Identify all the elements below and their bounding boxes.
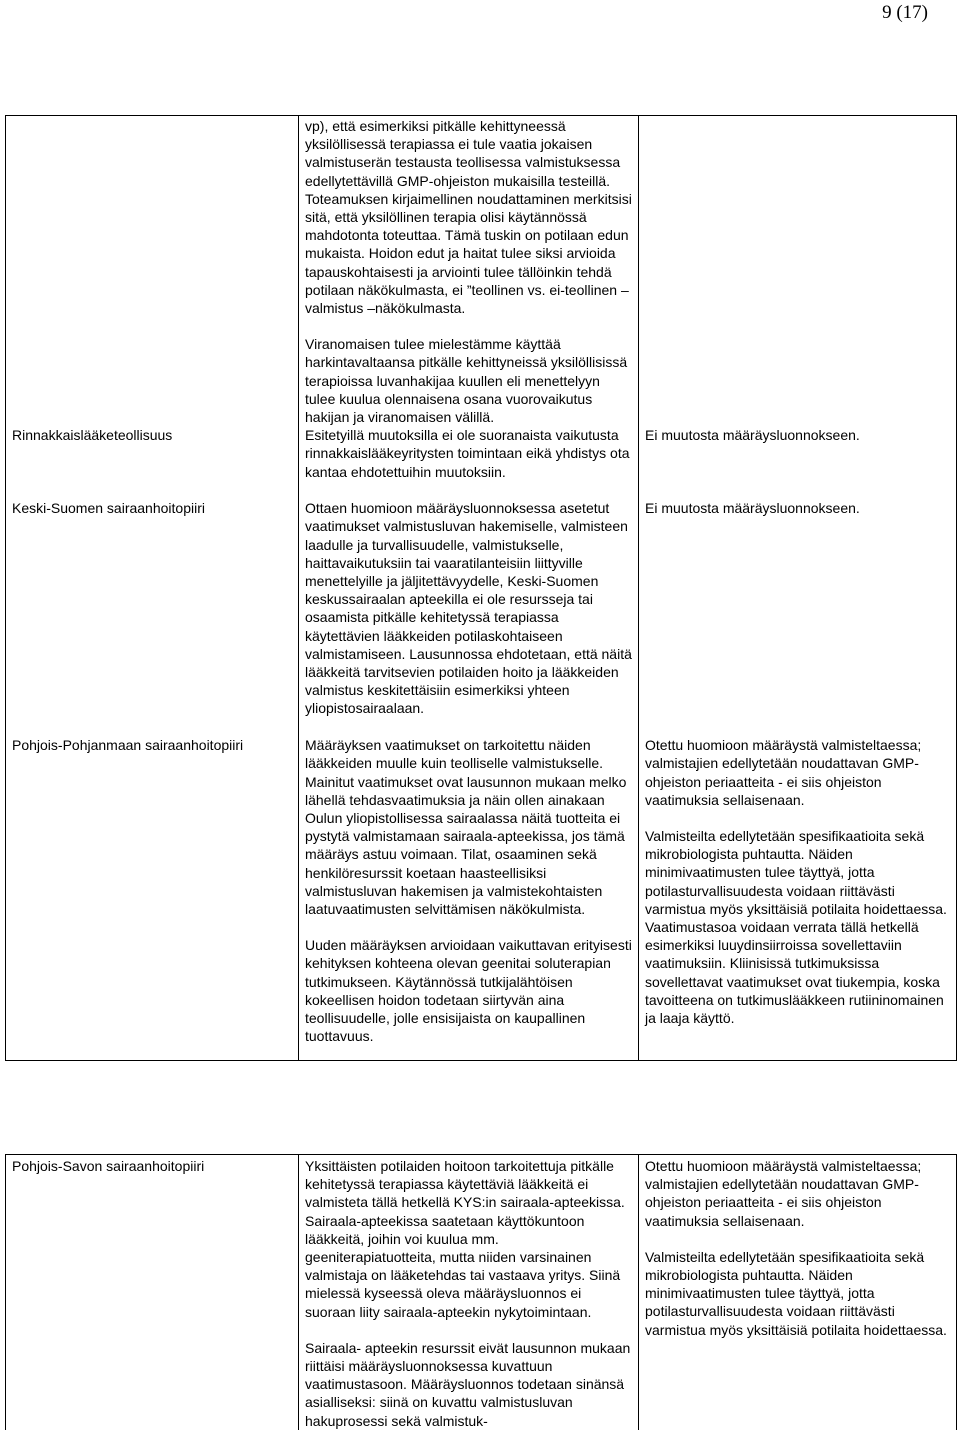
organisation-name: Pohjois-Savon sairaanhoitopiiri <box>12 1158 205 1174</box>
statement-paragraph: Uuden määräyksen arvioidaan vaikuttavan erityisesti kehityksen kohteena olevan geenitai soluterapian tutkimukseen. Käytännössä tutkijalähtöisen kokeellisen hoidon todetaan siirtyvän aina teollisuudelle, jolle ensisijaista on kaupallinen tuottavuus. <box>305 937 632 1045</box>
statement-cell <box>299 116 639 427</box>
statement-cell <box>299 736 639 1060</box>
response-cell <box>639 1155 957 1430</box>
statement-paragraph: Sairaala- apteekin resurssit eivät lausunnon mukaan riittäisi määräysluonnoksessa kuvattuun vaatimustasoon. Määräysluonnos todetaan sinänsä asialliseksi: siinä on kuvattu valmistusluvan hakuprosessi sekä valmistuk- <box>305 1339 631 1429</box>
organisation-name: Pohjois-Pohjanmaan sairaanhoitopiiri <box>12 737 244 754</box>
organisation-name: Rinnakkaislääketeollisuus <box>12 427 173 444</box>
response-paragraph: Valmisteilta edellytetään spesifikaatioita sekä mikrobiologista puhtautta. Näiden minimivaatimusten tulee täyttyä, jotta potilasturvallisuudesta voidaan riittävästi varmistua myös yksittäisiä potilaita hoidettaessa. <box>645 1248 947 1338</box>
response-paragraph: Ei muutosta määräysluonnokseen. <box>645 427 860 444</box>
response-cell <box>639 116 957 427</box>
response-paragraph: Otettu huomioon määräystä valmisteltaessa; valmistajien edellytetään noudattavan GMP-ohjeiston periaatteita - ei siis ohjeiston vaatimuksia sellaisenaan. <box>645 1158 922 1229</box>
response-paragraph: Otettu huomioon määräystä valmisteltaessa; valmistajien edellytetään noudattavan GMP-ohjeiston periaatteita - ei siis ohjeiston vaatimuksia sellaisenaan. <box>645 737 922 808</box>
response-cell <box>639 736 957 1060</box>
organisation-cell <box>6 426 299 499</box>
statement-paragraph: Viranomaisen tulee mielestämme käyttää harkintavaltaansa pitkälle kehittyneissä yksilöllisissä terapioissa luvanhakijaa kuullen eli menettelyyn tulee kuulua olennaisena osana vuorovaikutus hakijan ja viranomaisen välillä. <box>305 336 628 426</box>
statement-paragraph: Esitetyillä muutoksilla ei ole suoranaista vaikutusta rinnakkaislääkeyritysten toimintaan eikä yhdistys ota kantaa ehdotettuihin muutoksiin. <box>305 427 630 480</box>
statement-cell <box>299 499 639 736</box>
page-number: 9 (17) <box>882 2 928 23</box>
statement-paragraph: vp), että esimerkiksi pitkälle kehittyneessä yksilöllisessä terapiassa ei tule vaatia jokaisen valmistuserän testausta teollisessa valmistuksessa edellytettävillä GMP-ohjeiston mukaisilla testeillä. Toteamuksen kirjaimellinen noudattaminen merkitsisi sitä, että yksilöllinen terapia olisi käytännössä mahdotonta toteuttaa. Tämä tuskin on potilaan edun mukaista. Hoidon edut ja haitat tulee siksi arvioida tapauskohtaisesti ja arviointi tulee tällöinkin tehdä potilaan näkökulmasta, ei ”teollinen vs. ei-teollinen – valmistus –näkökulmasta. <box>305 118 632 317</box>
response-cell <box>639 426 957 499</box>
statement-paragraph: Määräyksen vaatimukset on tarkoitettu näiden lääkkeiden muulle kuin teolliselle valmistukselle. Mainitut vaatimukset ovat lausunnon mukaan melko lähellä tehdasvaatimuksia ja näin ollen ainakaan Oulun yliopistollisessa sairaalassa näitä tuotteita ei pystytä valmistamaan sairaala-apteekissa, jos tämä määräys astuu voimaan. Tilat, osaaminen sekä henkilöresurssit koetaan haasteellisiksi valmistusluvan hakemisen ja valmistekohtaisten laatuvaatimusten selvittämisen näkökulmista. <box>305 737 627 918</box>
response-paragraph: Ei muutosta määräysluonnokseen. <box>645 500 860 517</box>
statements-table-continued <box>5 1154 957 1430</box>
organisation-cell <box>6 499 299 736</box>
table-row <box>6 116 957 427</box>
table-row <box>6 736 957 1060</box>
organisation-name: Keski-Suomen sairaanhoitopiiri <box>12 500 205 517</box>
response-cell <box>639 499 957 736</box>
response-paragraph: Valmisteilta edellytetään spesifikaatioita sekä mikrobiologista puhtautta. Näiden minimivaatimusten tulee täyttyä, jotta potilasturvallisuudesta voidaan riittävästi varmistua myös yksittäisiä potilaita hoidettaessa. Vaatimustasoa voidaan verrata tällä hetkellä esimerkiksi luuydinsiirroissa sovellettaviin vaatimuksiin. Kliinisissä tutkimuksissa sovellettavat vaatimukset ovat tiukempia, koska tavoitteena on tutkimuslääkkeen rutiininomainen ja laaja käyttö. <box>645 828 947 1027</box>
table-row <box>6 1155 957 1430</box>
statement-cell <box>299 1155 639 1430</box>
statement-paragraph: Ottaen huomioon määräysluonnoksessa asetetut vaatimukset valmistusluvan hakemiselle, valmisteen laadulle ja turvallisuudelle, valmistukselle, haittavaikutuksiin tai vaaratilanteisiin liittyville menettelyille ja jäljitettävyydelle, Keski-Suomen keskussairaalan apteekilla ei ole resursseja tai osaamista pitkälle kehitetyssä terapiassa käytettävien lääkkeiden potilaskohtaiseen valmistamiseen. Lausunnossa ehdotetaan, että näitä lääkkeitä tarvitsevien potilaiden hoito ja lääkkeiden valmistus keskitettäisiin esimerkiksi yhteen yliopistosairaalaan. <box>305 500 632 717</box>
statement-paragraph: Yksittäisten potilaiden hoitoon tarkoitettuja pitkälle kehitetyssä terapiassa käytettäviä lääkkeitä ei valmisteta tällä hetkellä KYS:in sairaala-apteekissa. Sairaala-apteekissa saatetaan käyttökuntoon lääkkeitä, joihin voi kuulua mm. geeniterapiatuotteita, mutta niiden varsinainen valmistaja on lääketehdas tai vastaava yritys. Siinä mielessä kyseessä oleva määräysluonnos ei suoraan liity sairaala-apteekin nykytoimintaan. <box>305 1158 625 1320</box>
statements-table <box>5 115 957 1061</box>
table-row <box>6 426 957 499</box>
statement-cell <box>299 426 639 499</box>
organisation-cell <box>6 736 299 1060</box>
organisation-cell <box>6 1155 299 1430</box>
organisation-cell <box>6 116 299 427</box>
table-row <box>6 499 957 736</box>
